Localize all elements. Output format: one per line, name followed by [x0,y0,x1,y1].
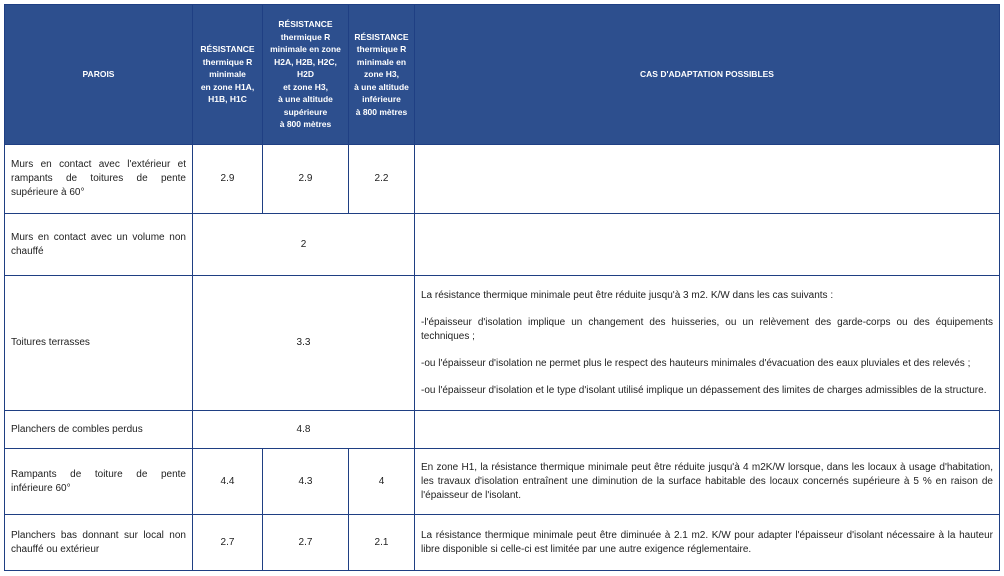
paroi-cell: Planchers bas donnant sur local non chauffé ou extérieur [5,515,193,571]
cas-cell [415,411,1000,449]
paroi-cell: Rampants de toiture de pente inférieure 60° [5,449,193,515]
value-cell-h3-low: 4 [349,449,415,515]
table-row [5,411,1000,449]
cas-cell [415,276,1000,411]
value-cell-h3-low: 2.1 [349,515,415,571]
cas-paragraph: La résistance thermique minimale peut être réduite jusqu'à 3 m2. K/W dans les cas suivants : [421,289,834,301]
cas-paragraph: -ou l'épaisseur d'isolation ne permet plus le respect des hauteurs minimales d'évacuation des eaux pluviales et des relevés ; [421,357,971,369]
value-cell-h1: 2.9 [193,145,263,214]
header-parois: PAROIS [5,5,193,145]
paroi-cell: Planchers de combles perdus [5,411,193,449]
cas-cell [415,515,1000,571]
value-cell-h2-h3-high: 2.7 [263,515,349,571]
table-row [5,276,1000,411]
paroi-cell: Toitures terrasses [5,276,193,411]
cas-paragraph: -ou l'épaisseur d'isolation et le type d'isolant utilisé implique un dépassement des limites de charges admissibles de la structure. [421,384,987,396]
paroi-cell: Murs en contact avec l'extérieur et rampants de toitures de pente supérieure à 60° [5,145,193,214]
cas-cell [415,145,1000,214]
value-cell-h1: 2.7 [193,515,263,571]
table-row [5,214,1000,276]
cas-cell [415,214,1000,276]
value-cell-h1: 4.4 [193,449,263,515]
header-cas-adaptation: CAS D'ADAPTATION POSSIBLES [415,5,1000,145]
value-cell-h3-low: 2.2 [349,145,415,214]
table-row [5,145,1000,214]
thermal-resistance-table [4,4,1000,571]
header-resistance-h3-low: RÉSISTANCE thermique R minimale en zone H3, à une altitude inférieure à 800 mètres [349,5,415,145]
cas-cell [415,449,1000,515]
header-resistance-h2-h3-high: RÉSISTANCE thermique R minimale en zone H2A, H2B, H2C, H2D et zone H3, à une altitude supérieure à 800 mètres [263,5,349,145]
value-cell-h2-h3-high: 2.9 [263,145,349,214]
value-cell-all-zones: 2 [193,214,415,276]
value-cell-all-zones: 3.3 [193,276,415,411]
paroi-cell: Murs en contact avec un volume non chauffé [5,214,193,276]
table-row [5,449,1000,515]
cas-paragraph: -l'épaisseur d'isolation implique un changement des huisseries, ou un relèvement des garde-corps ou des équipements techniques ; [421,316,993,342]
cas-paragraph: La résistance thermique minimale peut être diminuée à 2.1 m2. K/W pour adapter l'épaisseur d'isolant nécessaire à la hauteur libre disponible si celle-ci est limitée par une autre exigence réglementaire. [421,529,993,555]
header-resistance-h1: RÉSISTANCE thermique R minimale en zone H1A, H1B, H1C [193,5,263,145]
table-row [5,515,1000,571]
value-cell-all-zones: 4.8 [193,411,415,449]
value-cell-h2-h3-high: 4.3 [263,449,349,515]
cas-paragraph: En zone H1, la résistance thermique minimale peut être réduite jusqu'à 4 m2K/W lorsque, dans les locaux à usage d'habitation, les travaux d'isolation entraînent une diminution de la surface habitable des locaux concernés supérieure à 5 % en raison de l'épaisseur de l'isolant. [421,461,993,501]
header-row [5,5,1000,145]
